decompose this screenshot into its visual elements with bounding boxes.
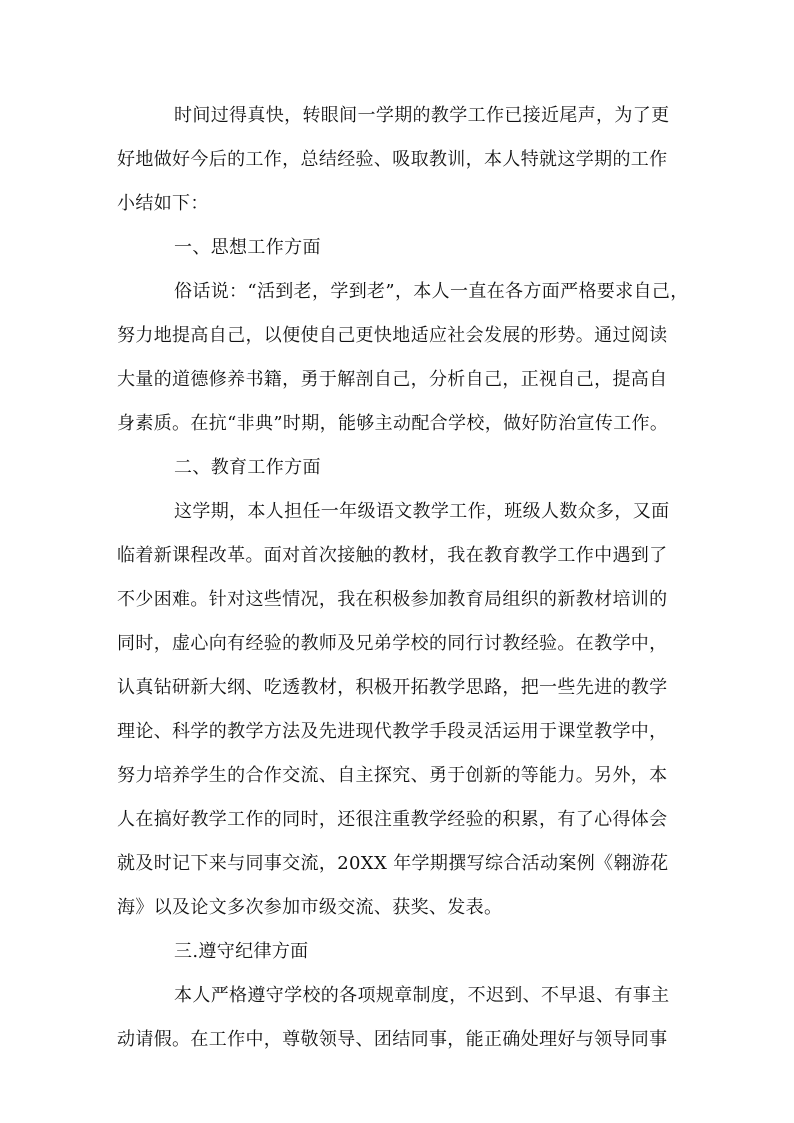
paragraph-education-line-5: 认真钻研新大纲、吃透教材，积极开拓教学思路，把一些先进的教学 (117, 677, 668, 698)
section-heading-discipline: 三.遵守纪律方面 (174, 941, 309, 962)
paragraph-education-line-8: 人在搞好教学工作的同时，还很注重教学经验的积累，有了心得体会 (117, 809, 668, 830)
paragraph-intro-line-1: 时间过得真快，转眼间一学期的教学工作已接近尾声，为了更 (174, 105, 670, 126)
section-heading-education: 二、教育工作方面 (174, 457, 321, 478)
paragraph-ideology-line-1: 俗话说：“活到老，学到老”，本人一直在各方面严格要求自己， (174, 281, 689, 302)
paragraph-ideology-line-4: 身素质。在抗“非典”时期，能够主动配合学校，做好防治宣传工作。 (117, 413, 669, 434)
paragraph-education-line-2: 临着新课程改革。面对首次接触的教材，我在教育教学工作中遇到了 (117, 545, 668, 566)
paragraph-intro-line-3: 小结如下： (117, 193, 209, 214)
paragraph-ideology-line-2: 努力地提高自己，以便使自己更快地适应社会发展的形势。通过阅读 (117, 325, 668, 346)
paragraph-education-line-7: 努力培养学生的合作交流、自主探究、勇于创新的等能力。另外，本 (117, 765, 668, 786)
paragraph-education-line-10: 海》以及论文多次参加市级交流、获奖、发表。 (117, 897, 503, 918)
paragraph-education-line-9: 就及时记下来与同事交流，20XX 年学期撰写综合活动案例《翱游花 (117, 853, 669, 874)
section-heading-ideology: 一、思想工作方面 (174, 237, 321, 258)
paragraph-education-line-4: 同时，虚心向有经验的教师及兄弟学校的同行讨教经验。在教学中， (117, 633, 668, 654)
paragraph-discipline-line-1: 本人严格遵守学校的各项规章制度，不迟到、不早退、有事主 (174, 985, 670, 1006)
paragraph-intro-line-2: 好地做好今后的工作，总结经验、吸取教训，本人特就这学期的工作 (117, 149, 668, 170)
paragraph-education-line-3: 不少困难。针对这些情况，我在积极参加教育局组织的新教材培训的 (117, 589, 668, 610)
paragraph-ideology-line-3: 大量的道德修养书籍，勇于解剖自己，分析自己，正视自己，提高自 (117, 369, 668, 390)
paragraph-education-line-6: 理论、科学的教学方法及先进现代教学手段灵活运用于课堂教学中， (117, 721, 668, 742)
paragraph-education-line-1: 这学期，本人担任一年级语文教学工作，班级人数众多，又面 (174, 501, 670, 522)
paragraph-discipline-line-2: 动请假。在工作中，尊敬领导、团结同事，能正确处理好与领导同事 (117, 1029, 668, 1050)
